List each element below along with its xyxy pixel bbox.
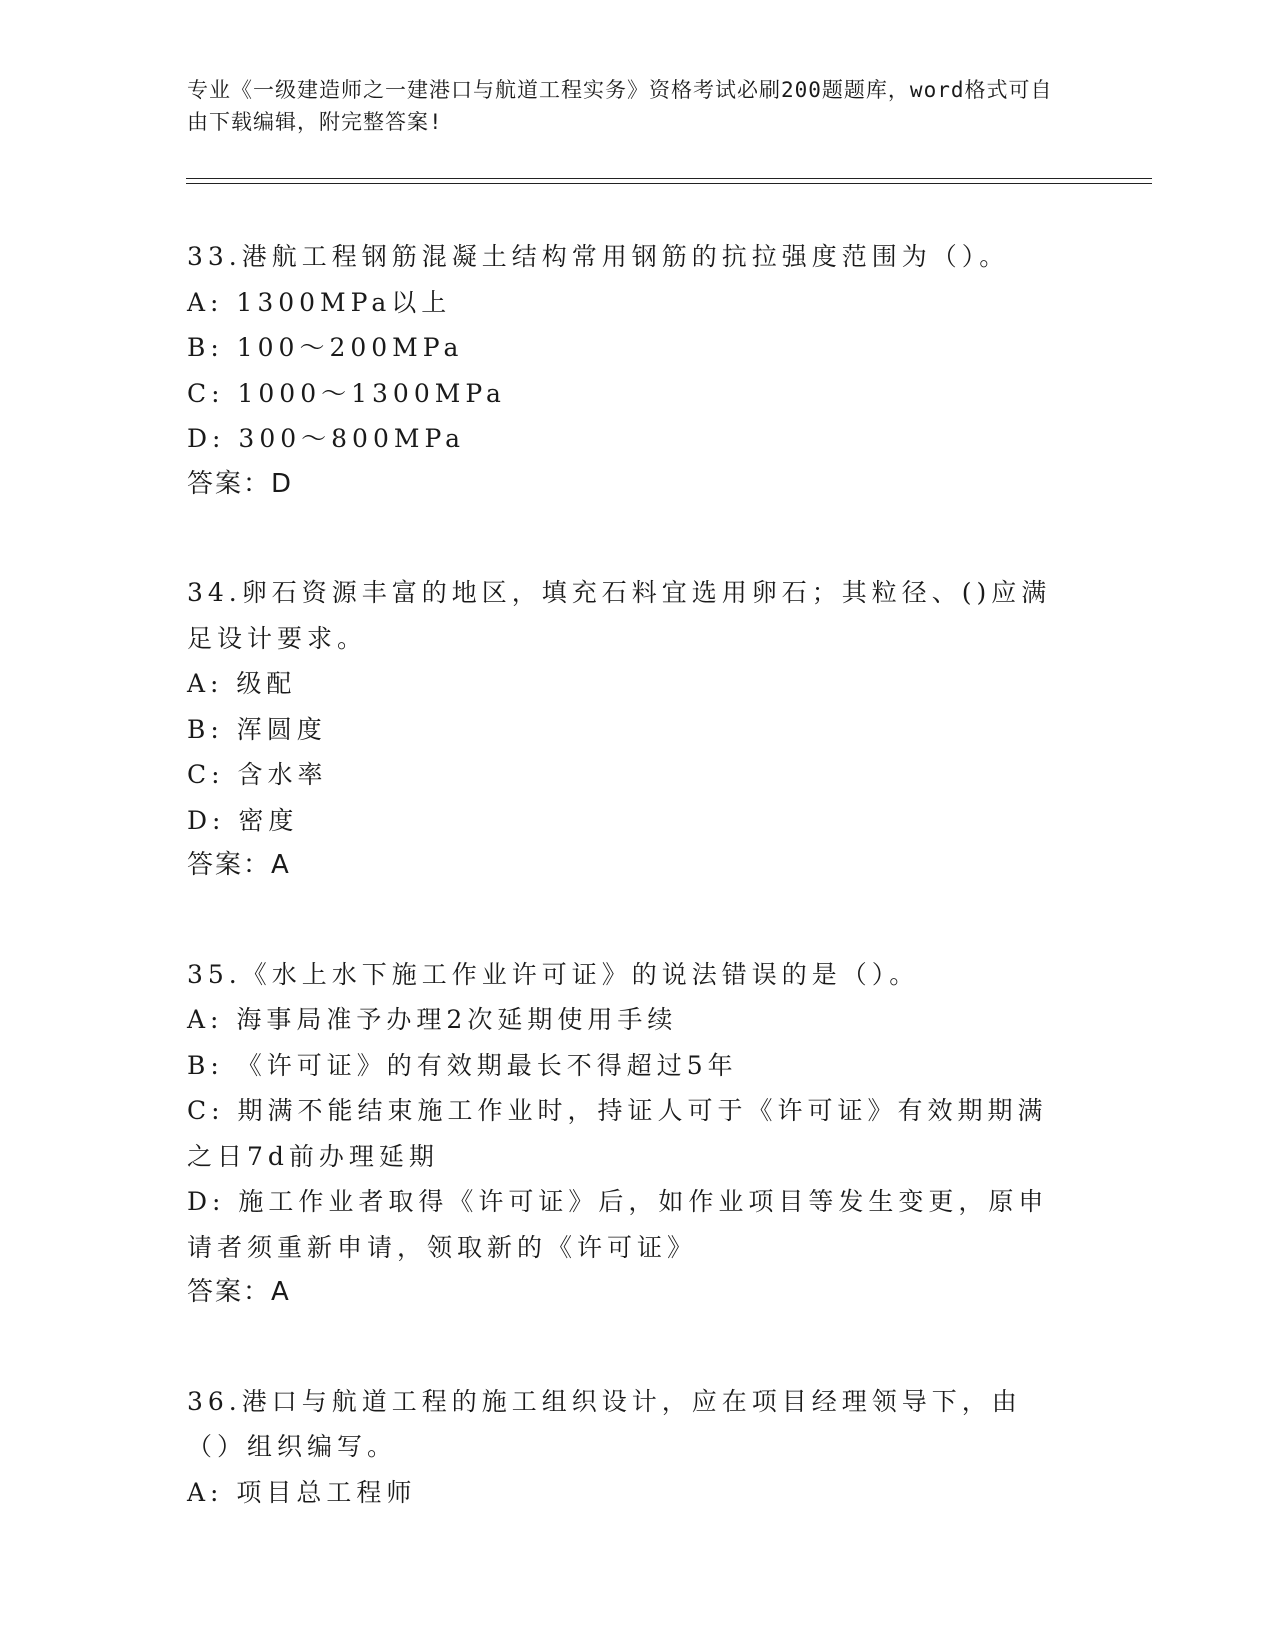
option-c: C: 1000～1300MPa <box>187 378 506 408</box>
answer-line: 答案：D <box>187 468 294 499</box>
question-33 <box>187 234 1067 507</box>
header-text: 专业《一级建造师之一建港口与航道工程实务》资格考试必刷200题题库，word格式可自由下载编辑，附完整答案! <box>187 78 1053 134</box>
question-stem: 36.港口与航道工程的施工组织设计，应在项目经理领导下，由（）组织编写。 <box>187 1386 1022 1461</box>
document-header <box>187 74 1067 138</box>
header-rule-top <box>186 178 1152 179</box>
option-b: B: 100～200MPa <box>187 333 464 362</box>
option-b: B: 《许可证》的有效期最长不得超过5年 <box>187 1050 738 1080</box>
question-stem: 35.《水上水下施工作业许可证》的说法错误的是（）。 <box>187 959 920 989</box>
question-list <box>187 234 1067 1578</box>
option-b: B: 浑圆度 <box>187 714 327 744</box>
header-rule-bottom <box>186 183 1152 184</box>
question-stem: 33.港航工程钢筋混凝土结构常用钢筋的抗拉强度范围为（）。 <box>187 242 1010 271</box>
question-36 <box>187 1379 1067 1516</box>
answer-line: 答案：A <box>187 850 291 880</box>
option-d: D: 施工作业者取得《许可证》后，如作业项目等发生变更，原申请者须重新申请，领取新的《许可证》 <box>187 1187 1049 1262</box>
question-35 <box>187 952 1067 1316</box>
option-d: D: 300～800MPa <box>187 424 466 453</box>
question-34 <box>187 570 1067 889</box>
option-c: C: 期满不能结束施工作业时，持证人可于《许可证》有效期期满之日7d前办理延期 <box>187 1096 1048 1171</box>
question-stem: 34.卵石资源丰富的地区，填充石料宜选用卵石；其粒径、()应满足设计要求。 <box>187 578 1052 653</box>
option-a: A: 项目总工程师 <box>187 1477 417 1507</box>
option-c: C: 含水率 <box>187 760 328 789</box>
option-a: A: 海事局准予办理2次延期使用手续 <box>187 1005 678 1034</box>
option-d: D: 密度 <box>187 805 299 835</box>
option-a: A: 级配 <box>187 669 297 698</box>
option-a: A: 1300MPa以上 <box>187 287 452 317</box>
answer-line: 答案：A <box>187 1277 291 1307</box>
